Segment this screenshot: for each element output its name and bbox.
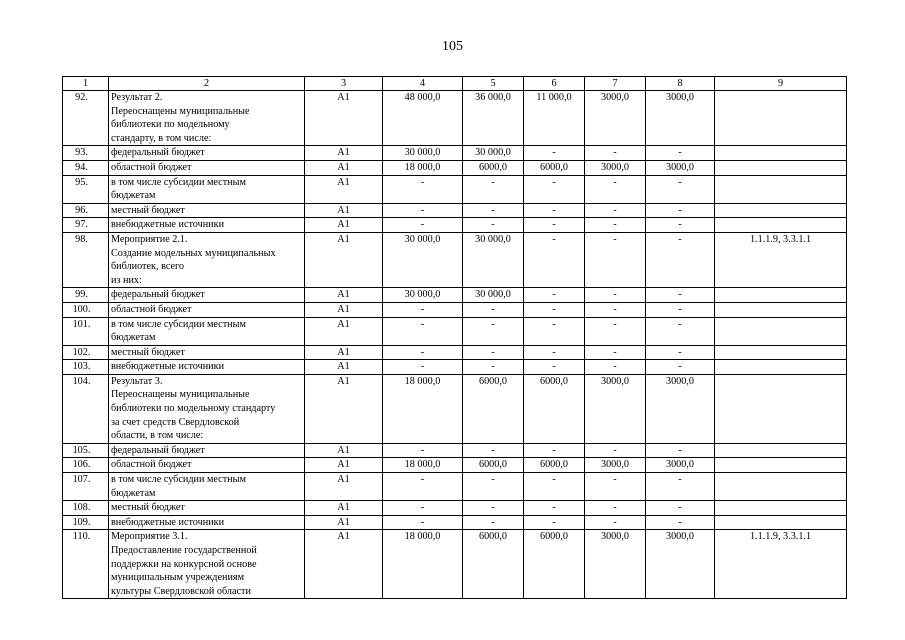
total-cell: - [383, 317, 463, 345]
row-number-cell: 93. [63, 146, 109, 161]
target-ref-cell [715, 175, 847, 203]
description-cell: внебюджетные источники [109, 360, 305, 375]
code-cell: А1 [305, 302, 383, 317]
table-row [63, 374, 847, 443]
target-ref-cell [715, 501, 847, 516]
row-number-cell: 99. [63, 288, 109, 303]
description-cell: федеральный бюджет [109, 443, 305, 458]
year-3-cell: - [585, 146, 646, 161]
description-cell: местный бюджет [109, 203, 305, 218]
target-ref-cell [715, 288, 847, 303]
year-2-cell: - [524, 443, 585, 458]
total-cell: 30 000,0 [383, 232, 463, 287]
description-cell: местный бюджет [109, 345, 305, 360]
year-3-cell: - [585, 288, 646, 303]
total-cell: - [383, 360, 463, 375]
code-cell: А1 [305, 443, 383, 458]
target-ref-cell [715, 203, 847, 218]
code-cell: А1 [305, 317, 383, 345]
column-header: 2 [109, 77, 305, 91]
total-cell: 30 000,0 [383, 288, 463, 303]
description-cell: внебюджетные источники [109, 515, 305, 530]
year-1-cell: - [463, 473, 524, 501]
description-cell: местный бюджет [109, 501, 305, 516]
year-4-cell: - [646, 232, 715, 287]
row-number-cell: 100. [63, 302, 109, 317]
table-row [63, 515, 847, 530]
year-4-cell: - [646, 443, 715, 458]
row-number-cell: 106. [63, 458, 109, 473]
code-cell: А1 [305, 530, 383, 599]
row-number-cell: 109. [63, 515, 109, 530]
year-2-cell: - [524, 175, 585, 203]
year-4-cell: 3000,0 [646, 160, 715, 175]
target-ref-cell [715, 374, 847, 443]
column-header: 9 [715, 77, 847, 91]
year-3-cell: - [585, 360, 646, 375]
code-cell: А1 [305, 515, 383, 530]
year-1-cell: - [463, 175, 524, 203]
row-number-cell: 104. [63, 374, 109, 443]
code-cell: А1 [305, 458, 383, 473]
description-cell: Мероприятие 2.1. Создание модельных муниципальных библиотек, всего из них: [109, 232, 305, 287]
year-2-cell: - [524, 203, 585, 218]
year-1-cell: 6000,0 [463, 530, 524, 599]
year-4-cell: 3000,0 [646, 530, 715, 599]
year-3-cell: - [585, 443, 646, 458]
year-2-cell: - [524, 473, 585, 501]
year-3-cell: - [585, 501, 646, 516]
year-1-cell: - [463, 218, 524, 233]
code-cell: А1 [305, 160, 383, 175]
year-1-cell: - [463, 302, 524, 317]
target-ref-cell [715, 473, 847, 501]
year-2-cell: - [524, 317, 585, 345]
row-number-cell: 107. [63, 473, 109, 501]
table-row [63, 218, 847, 233]
year-2-cell: - [524, 501, 585, 516]
row-number-cell: 98. [63, 232, 109, 287]
year-3-cell: - [585, 515, 646, 530]
year-2-cell: - [524, 232, 585, 287]
year-3-cell: 3000,0 [585, 160, 646, 175]
table-row [63, 160, 847, 175]
code-cell: А1 [305, 218, 383, 233]
column-header: 8 [646, 77, 715, 91]
year-1-cell: - [463, 203, 524, 218]
description-cell: Результат 2. Переоснащены муниципальные библиотеки по модельному стандарту, в том числе: [109, 91, 305, 146]
code-cell: А1 [305, 374, 383, 443]
year-3-cell: - [585, 473, 646, 501]
row-number-cell: 108. [63, 501, 109, 516]
table-row [63, 317, 847, 345]
description-cell: федеральный бюджет [109, 288, 305, 303]
year-2-cell: - [524, 360, 585, 375]
year-4-cell: - [646, 203, 715, 218]
year-4-cell: - [646, 218, 715, 233]
year-4-cell: - [646, 146, 715, 161]
year-4-cell: 3000,0 [646, 91, 715, 146]
column-header: 4 [383, 77, 463, 91]
description-cell: в том числе субсидии местным бюджетам [109, 473, 305, 501]
code-cell: А1 [305, 501, 383, 516]
target-ref-cell [715, 160, 847, 175]
row-number-cell: 102. [63, 345, 109, 360]
table-row [63, 146, 847, 161]
year-2-cell: - [524, 218, 585, 233]
table-row [63, 232, 847, 287]
year-1-cell: - [463, 501, 524, 516]
row-number-cell: 110. [63, 530, 109, 599]
year-2-cell: 6000,0 [524, 458, 585, 473]
table-row [63, 91, 847, 146]
year-3-cell: - [585, 302, 646, 317]
table-row [63, 530, 847, 599]
year-4-cell: - [646, 302, 715, 317]
year-3-cell: - [585, 345, 646, 360]
year-2-cell: - [524, 515, 585, 530]
year-3-cell: - [585, 317, 646, 345]
row-number-cell: 95. [63, 175, 109, 203]
budget-table [62, 76, 847, 599]
year-3-cell: - [585, 175, 646, 203]
target-ref-cell [715, 443, 847, 458]
year-1-cell: 6000,0 [463, 458, 524, 473]
year-2-cell: 6000,0 [524, 374, 585, 443]
table-row [63, 443, 847, 458]
row-number-cell: 105. [63, 443, 109, 458]
total-cell: - [383, 175, 463, 203]
description-cell: областной бюджет [109, 302, 305, 317]
year-3-cell: - [585, 203, 646, 218]
year-2-cell: - [524, 302, 585, 317]
column-header: 1 [63, 77, 109, 91]
description-cell: в том числе субсидии местным бюджетам [109, 175, 305, 203]
year-2-cell: - [524, 288, 585, 303]
target-ref-cell [715, 317, 847, 345]
total-cell: - [383, 218, 463, 233]
row-number-cell: 96. [63, 203, 109, 218]
target-ref-cell [715, 515, 847, 530]
year-3-cell: - [585, 232, 646, 287]
year-2-cell: - [524, 345, 585, 360]
year-3-cell: 3000,0 [585, 91, 646, 146]
code-cell: А1 [305, 345, 383, 360]
year-4-cell: - [646, 501, 715, 516]
total-cell: 18 000,0 [383, 530, 463, 599]
total-cell: - [383, 473, 463, 501]
code-cell: А1 [305, 288, 383, 303]
total-cell: 18 000,0 [383, 160, 463, 175]
year-1-cell: 30 000,0 [463, 288, 524, 303]
total-cell: 18 000,0 [383, 374, 463, 443]
code-cell: А1 [305, 91, 383, 146]
total-cell: 48 000,0 [383, 91, 463, 146]
target-ref-cell [715, 345, 847, 360]
table-row [63, 302, 847, 317]
target-ref-cell [715, 302, 847, 317]
total-cell: - [383, 443, 463, 458]
code-cell: А1 [305, 473, 383, 501]
target-ref-cell [715, 360, 847, 375]
row-number-cell: 103. [63, 360, 109, 375]
year-3-cell: - [585, 218, 646, 233]
description-cell: Результат 3. Переоснащены муниципальные библиотеки по модельному стандарту за счет средств Свердловской области, в том числе: [109, 374, 305, 443]
target-ref-cell: 1.1.1.9, 3.3.1.1 [715, 232, 847, 287]
year-1-cell: - [463, 345, 524, 360]
table-row [63, 288, 847, 303]
table-header-row [63, 77, 847, 91]
description-cell: в том числе субсидии местным бюджетам [109, 317, 305, 345]
table-row [63, 458, 847, 473]
total-cell: 18 000,0 [383, 458, 463, 473]
code-cell: А1 [305, 146, 383, 161]
year-2-cell: - [524, 146, 585, 161]
table-row [63, 203, 847, 218]
description-cell: федеральный бюджет [109, 146, 305, 161]
year-2-cell: 11 000,0 [524, 91, 585, 146]
total-cell: - [383, 501, 463, 516]
code-cell: А1 [305, 232, 383, 287]
year-4-cell: - [646, 317, 715, 345]
year-4-cell: 3000,0 [646, 374, 715, 443]
year-1-cell: 6000,0 [463, 160, 524, 175]
table-row [63, 360, 847, 375]
code-cell: А1 [305, 203, 383, 218]
page-number: 105 [442, 39, 463, 54]
year-1-cell: - [463, 360, 524, 375]
year-4-cell: - [646, 345, 715, 360]
total-cell: - [383, 515, 463, 530]
description-cell: внебюджетные источники [109, 218, 305, 233]
total-cell: - [383, 302, 463, 317]
target-ref-cell [715, 91, 847, 146]
target-ref-cell [715, 218, 847, 233]
code-cell: А1 [305, 360, 383, 375]
year-2-cell: 6000,0 [524, 160, 585, 175]
column-header: 6 [524, 77, 585, 91]
year-4-cell: - [646, 360, 715, 375]
table-row [63, 501, 847, 516]
total-cell: 30 000,0 [383, 146, 463, 161]
year-4-cell: - [646, 288, 715, 303]
year-1-cell: - [463, 443, 524, 458]
description-cell: областной бюджет [109, 160, 305, 175]
column-header: 3 [305, 77, 383, 91]
table-body [63, 91, 847, 599]
target-ref-cell [715, 458, 847, 473]
table-row [63, 175, 847, 203]
total-cell: - [383, 345, 463, 360]
year-1-cell: 6000,0 [463, 374, 524, 443]
row-number-cell: 94. [63, 160, 109, 175]
column-header: 5 [463, 77, 524, 91]
column-header: 7 [585, 77, 646, 91]
target-ref-cell: 1.1.1.9, 3.3.1.1 [715, 530, 847, 599]
year-4-cell: 3000,0 [646, 458, 715, 473]
year-3-cell: 3000,0 [585, 374, 646, 443]
year-4-cell: - [646, 175, 715, 203]
table-row [63, 345, 847, 360]
description-cell: областной бюджет [109, 458, 305, 473]
total-cell: - [383, 203, 463, 218]
table-row [63, 473, 847, 501]
year-4-cell: - [646, 515, 715, 530]
year-1-cell: - [463, 515, 524, 530]
year-1-cell: 30 000,0 [463, 146, 524, 161]
year-1-cell: 30 000,0 [463, 232, 524, 287]
row-number-cell: 97. [63, 218, 109, 233]
row-number-cell: 101. [63, 317, 109, 345]
year-3-cell: 3000,0 [585, 458, 646, 473]
code-cell: А1 [305, 175, 383, 203]
description-cell: Мероприятие 3.1. Предоставление государственной поддержки на конкурсной основе муниципальным учреждениям культуры Свердловской области [109, 530, 305, 599]
year-1-cell: - [463, 317, 524, 345]
row-number-cell: 92. [63, 91, 109, 146]
year-1-cell: 36 000,0 [463, 91, 524, 146]
year-2-cell: 6000,0 [524, 530, 585, 599]
target-ref-cell [715, 146, 847, 161]
year-3-cell: 3000,0 [585, 530, 646, 599]
year-4-cell: - [646, 473, 715, 501]
